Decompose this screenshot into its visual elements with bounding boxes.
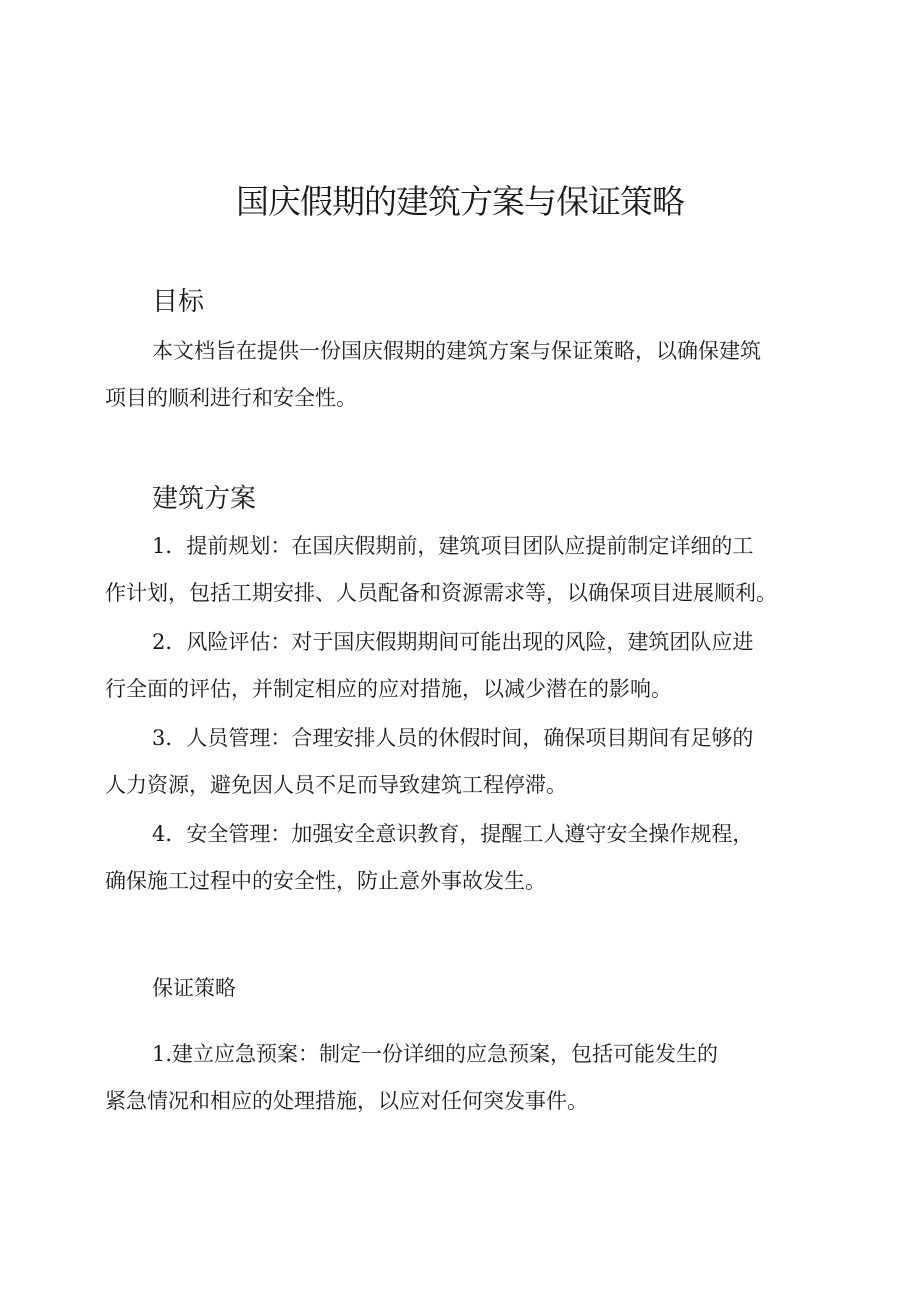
goal-paragraph	[105, 328, 825, 422]
paragraph-line: 确保施工过程中的安全性，防止意外事故发生。	[105, 869, 546, 893]
paragraph-line: 4．安全管理：加强安全意识教育，提醒工人遵守安全操作规程，	[152, 822, 754, 846]
paragraph-line: 3．人员管理：合理安排人员的休假时间，确保项目期间有足够的	[152, 726, 754, 750]
paragraph-line: 紧急情况和相应的处理措施，以应对任何突发事件。	[105, 1089, 588, 1113]
plan-item-1	[105, 523, 825, 617]
paragraph-line: 人力资源，避免因人员不足而导致建筑工程停滞。	[105, 773, 567, 797]
paragraph-line: 2．风险评估：对于国庆假期期间可能出现的风险，建筑团队应进	[152, 630, 754, 654]
strategy-item-1	[105, 1031, 825, 1125]
document-title: 国庆假期的建筑方案与保证策略	[236, 182, 684, 221]
paragraph-line: 1．提前规划：在国庆假期前，建筑项目团队应提前制定详细的工	[152, 534, 754, 558]
paragraph-line: 1.建立应急预案：制定一份详细的应急预案，包括可能发生的	[152, 1042, 719, 1066]
paragraph-line: 项目的顺利进行和安全性。	[105, 386, 357, 410]
paragraph-line: 本文档旨在提供一份国庆假期的建筑方案与保证策略，以确保建筑	[152, 339, 761, 363]
paragraph-line: 行全面的评估，并制定相应的应对措施，以减少潜在的影响。	[105, 677, 672, 701]
section-heading-construction-plan: 建筑方案	[152, 484, 257, 514]
section-heading-guarantee-strategy: 保证策略	[152, 976, 236, 1000]
plan-item-2	[105, 619, 825, 713]
plan-item-4	[105, 811, 825, 905]
plan-item-3	[105, 715, 825, 809]
section-heading-goal: 目标	[152, 287, 205, 317]
paragraph-line: 作计划，包括工期安排、人员配备和资源需求等，以确保项目进展顺利。	[105, 581, 777, 605]
